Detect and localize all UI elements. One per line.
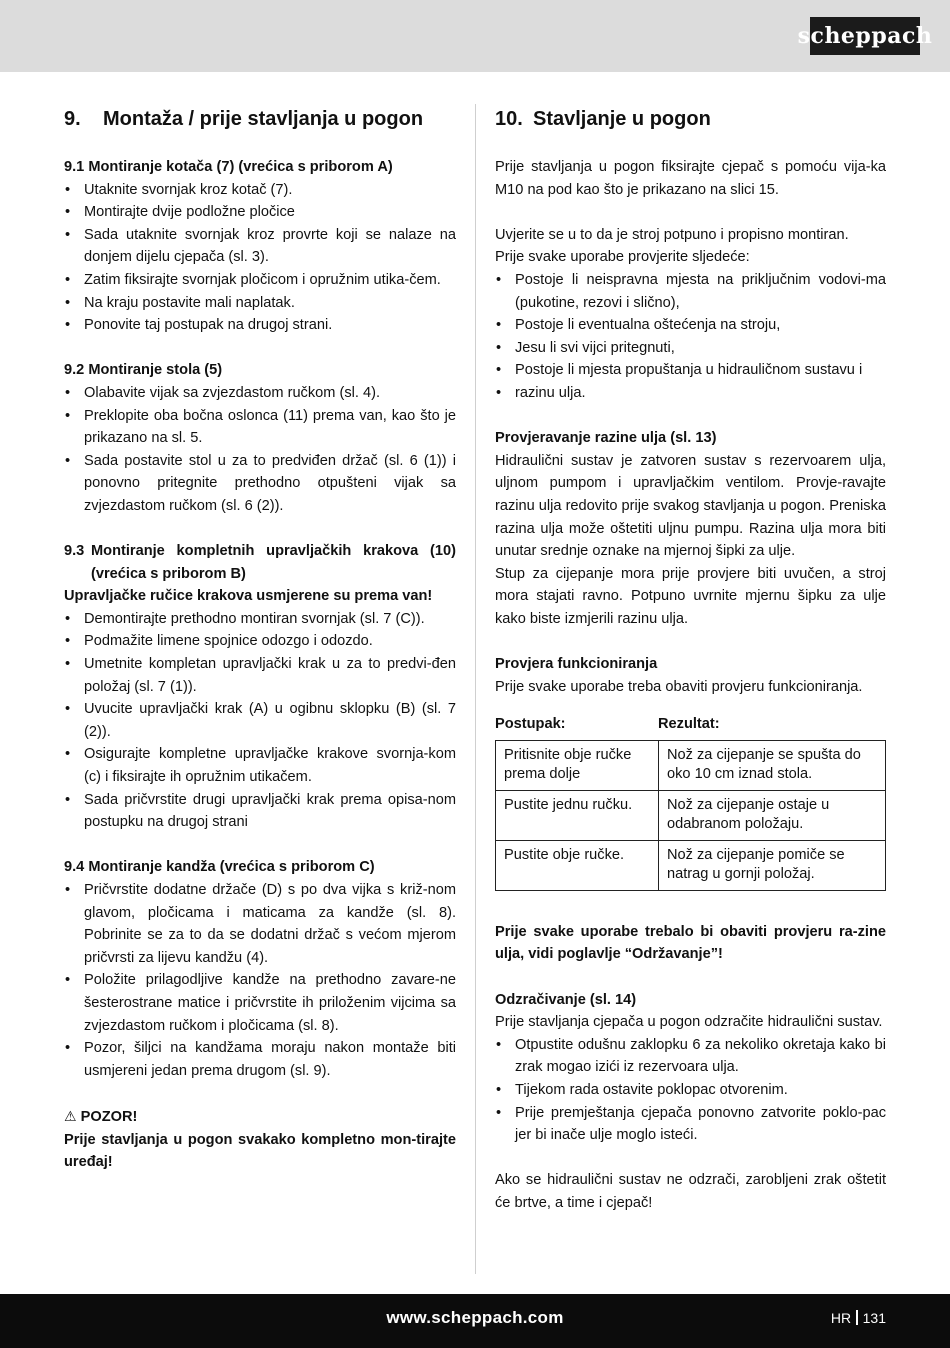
page-number: [831, 1310, 886, 1326]
table-header: [495, 713, 886, 736]
section-9-heading: [64, 106, 456, 132]
table-cell: Nož za cijepanje pomiče se natrag u gornji položaj.: [659, 840, 886, 890]
function-check-table: [495, 740, 886, 891]
list-item: • Postoje li mjesta propuštanja u hidrauličnom sustavu i: [495, 359, 886, 382]
check-line-1: Uvjerite se u to da je stroj potpuno i propisno montiran.: [495, 226, 849, 243]
table-header-procedure: Postupak:: [495, 716, 566, 733]
venting-title: Odzračivanje (sl. 14): [495, 991, 637, 1008]
check-line-2: Prije svake uporabe provjerite sljedeće:: [495, 249, 750, 266]
list-item: • Otpustite odušnu zaklopku 6 za nekoliko okretaja kako bi zrak mogao izići iz rezervoara ulja.: [495, 1034, 886, 1079]
function-check-title: Provjera funkcioniranja: [495, 656, 658, 673]
venting-text: Prije stavljanja cjepača u pogon odzračite hidraulični sustav.: [495, 1014, 883, 1031]
table-header-result: Rezultat:: [658, 716, 720, 733]
header-bar: [0, 0, 950, 72]
subsection-9-3-title: [64, 540, 456, 585]
oil-check-text-1: Hidraulični sustav je zatvoren sustav s rezervoarem ulja, uljnom pumpom i upravljačkim ventilom. Provje-ravajte razinu ulja redovito prije svakog stavljanja u pogon. Preniska razina ulja može oštetiti uljnu pumpu. Razina ulja mora biti unutar srednje oznake na mjernoj šipki za ulje.: [495, 452, 887, 560]
warning-text: Prije stavljanja u pogon svakako kompletno mon-tirajte uređaj!: [64, 1131, 456, 1171]
venting-list: [495, 1034, 886, 1147]
scheppach-logo: scheppach: [810, 17, 920, 55]
warning-title: [64, 1105, 456, 1129]
section-number: 10.: [495, 108, 523, 130]
list-item: • Preklopite oba bočna oslonca (11) prema van, kao što je prikazano na sl. 5.: [64, 405, 456, 450]
list-item: • Sada postavite stol u za to predviđen držač (sl. 6 (1)) i ponovno pritegnite prethodno otpušteni vijak sa zvjezdastom ručkom (sl. 6 (2)).: [64, 450, 456, 518]
right-column: [495, 104, 886, 1215]
subsection-9-2-list: [64, 382, 456, 518]
oil-check-text-2: Stup za cijepanje mora prije provjere biti uvučen, a stroj mora stajati ravno. Potpuno uvrnite mjernu šipku za ulje kako biste izmjerili razinu ulja.: [495, 565, 886, 627]
list-item: • Ponovite taj postupak na drugoj strani.: [64, 314, 456, 337]
footer-bar: [0, 1294, 950, 1348]
table-cell: Pustite obje ručke.: [496, 840, 659, 890]
subsection-9-1-title: 9.1 Montiranje kotača (7) (vrećica s priborom A): [64, 159, 393, 175]
list-item: • Montirajte dvije podložne pločice: [64, 201, 456, 224]
list-item: • Postoje li neispravna mjesta na priključnim vodovi-ma (pukotine, rezovi i slično),: [495, 269, 886, 314]
warning-title-text: POZOR!: [80, 1108, 138, 1125]
table-row: [496, 840, 886, 890]
list-item: • razinu ulja.: [495, 382, 886, 405]
language-code: HR: [830, 1310, 852, 1326]
function-check-text: Prije svake uporabe treba obaviti provjeru funkcioniranja.: [495, 678, 863, 695]
table-cell: Pustite jednu ručku.: [496, 790, 659, 840]
warning-icon: ⚠: [64, 1107, 77, 1124]
section-title: Stavljanje u pogon: [533, 108, 711, 130]
section-title: Montaža / prije stavljanja u pogon: [103, 108, 424, 130]
list-item: • Zatim fiksirajte svornjak pločicom i opružnim utika-čem.: [64, 269, 456, 292]
separator: [856, 1310, 858, 1325]
page-number-value: 131: [862, 1310, 886, 1326]
oil-check-title: Provjeravanje razine ulja (sl. 13): [495, 430, 717, 447]
oil-level-note: Prije svake uporabe trebalo bi obaviti provjeru ra-zine ulja, vidi poglavlje “Održavanje”!: [495, 923, 886, 963]
section-10-heading: [495, 106, 886, 132]
intro-paragraph: Prije stavljanja u pogon fiksirajte cjepač s pomoću vija-ka M10 na pod kao što je prikazano na slici 15.: [495, 159, 886, 198]
table-cell: Nož za cijepanje se spušta do oko 10 cm iznad stola.: [659, 740, 886, 790]
list-item: • Podmažite limene spojnice odozgo i odozdo.: [64, 630, 456, 653]
subsection-title-text: Montiranje kompletnih upravljačkih krakova (10) (vrećica s priborom B): [91, 543, 456, 582]
subsection-number: 9.3: [64, 543, 85, 560]
list-item: • Sada utaknite svornjak kroz provrte koji se nalaze na donjem dijelu cjepača (sl. 3).: [64, 224, 456, 269]
list-item: • Osigurajte kompletne upravljačke krakove svornja-kom (c) i fiksirajte ih opružnim utikačem.: [64, 743, 456, 788]
list-item: • Položite prilagodljive kandže na prethodno zavare-ne šesterostrane matice i pričvrstite ih priloženim vijcima sa zvjezdastom ručkom i pločicama (sl. 8).: [64, 969, 456, 1037]
list-item: • Pozor, šiljci na kandžama moraju nakon montaže biti usmjereni jedan prema drugom (sl. 9).: [64, 1037, 456, 1082]
list-item: • Jesu li svi vijci pritegnuti,: [495, 337, 886, 360]
footer-url: www.scheppach.com: [386, 1308, 564, 1327]
list-item: • Sada pričvrstite drugi upravljački krak prema opisa-nom postupku na drugoj strani: [64, 789, 456, 834]
table-cell: Nož za cijepanje ostaje u odabranom položaju.: [659, 790, 886, 840]
list-item: • Pričvrstite dodatne držače (D) s po dva vijka s križ-nom glavom, pločicama i maticama za kandže (sl. 8). Pobrinite se za to da se dodatni držač s većom mjerom pričvrsti za lijevu kandžu (4).: [64, 879, 456, 969]
subsection-9-4-title: 9.4 Montiranje kandža (vrećica s priborom C): [64, 859, 375, 876]
list-item: • Utaknite svornjak kroz kotač (7).: [64, 179, 456, 202]
subsection-9-3-note: Upravljačke ručice krakova usmjerene su prema van!: [64, 588, 433, 605]
list-item: • Tijekom rada ostavite poklopac otvorenim.: [495, 1079, 886, 1102]
subsection-9-3-list: [64, 608, 456, 834]
column-divider: [475, 104, 476, 1274]
subsection-9-4-list: [64, 879, 456, 1082]
table-row: [496, 740, 886, 790]
section-number: 9.: [64, 108, 81, 130]
list-item: • Umetnite kompletan upravljački krak u za to predvi-đen položaj (sl. 7 (1)).: [64, 653, 456, 698]
list-item: • Na kraju postavite mali naplatak.: [64, 292, 456, 315]
list-item: • Prije premještanja cjepača ponovno zatvorite poklo-pac jer bi inače ulje moglo isteći.: [495, 1102, 886, 1147]
left-column: [64, 104, 456, 1174]
table-cell: Pritisnite obje ručke prema dolje: [496, 740, 659, 790]
list-item: • Olabavite vijak sa zvjezdastom ručkom (sl. 4).: [64, 382, 456, 405]
list-item: • Postoje li eventualna oštećenja na stroju,: [495, 314, 886, 337]
check-list: [495, 269, 886, 405]
list-item: • Uvucite upravljački krak (A) u ogibnu sklopku (B) (sl. 7 (2)).: [64, 698, 456, 743]
table-row: [496, 790, 886, 840]
subsection-9-1-list: [64, 179, 456, 337]
venting-final-text: Ako se hidraulični sustav ne odzrači, zarobljeni zrak oštetit će brtve, a time i cjepač!: [495, 1172, 886, 1211]
subsection-9-2-title: 9.2 Montiranje stola (5): [64, 362, 223, 379]
list-item: • Demontirajte prethodno montiran svornjak (sl. 7 (C)).: [64, 608, 456, 631]
